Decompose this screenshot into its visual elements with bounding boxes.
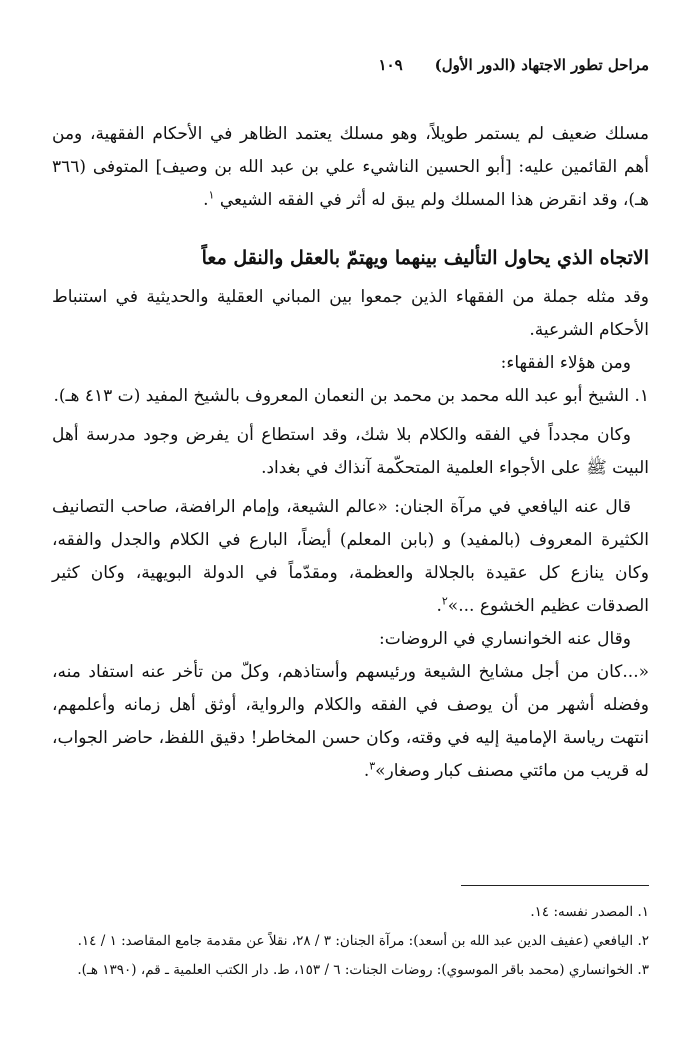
paragraph-7: وقال عنه الخوانساري في الروضات:: [379, 629, 631, 649]
footnote-ref-1: ١: [208, 188, 215, 202]
paragraph-6: قال عنه اليافعي في مرآة الجنان: «عالم الشيعة، وإمام الرافضة، صاحب التصانيف الكثيرة المعروف (بالمفيد) و (بابن المعلم) أيضاً، البارع في الكلام والجدل والفقه، وكان ينازع كل عقيدة بالجلالة والعظمة، ومقدّماً في الدولة البويهية، وكان كثير الصدقات عظيم الخشوع ...»$^٢$.: [52, 497, 649, 616]
paragraph-1-text: مسلك ضعيف لم يستمر طويلاً، وهو مسلك يعتمد الظاهر في الأحكام الفقهية، ومن أهم القائمين عليه: [أبو الحسين الناشيء علي بن عبد الله بن وصيف] المتوفى (٣٦٦ هـ)، وقد انقرض هذا المسلك ولم يبق له أثر في الفقه الشيعي: [52, 124, 649, 210]
page-number: ١٠٩: [378, 56, 403, 74]
section-heading: الاتجاه الذي يحاول التأليف بينهما ويهتمّ بالعقل والنقل معاً: [201, 247, 649, 269]
footnote-1: ١. المصدر نفسه: ١٤.: [530, 904, 649, 920]
paragraph-5: وكان مجدداً في الفقه والكلام بلا شك، وقد استطاع أن يفرض وجود مدرسة أهل البيت ﷺ على الأجواء العلمية المتحكّمة آنذاك في بغداد.: [52, 425, 649, 478]
paragraph-8: «...كان من أجل مشايخ الشيعة ورئيسهم وأستاذهم، وكلّ من تأخر عنه استفاد منه، وفضله أشهر من أن يوصف في الفقه والكلام والرواية، أوثق أهل زمانه وأعلمهم، انتهت رياسة الإمامية إليه في وقته، وكان حسن المخاطر! دقيق اللفظ، حاضر الجواب، له قريب من مائتي مصنف كبار وصغار»$^٣$.: [52, 662, 649, 781]
paragraph-3: ومن هؤلاء الفقهاء:: [500, 353, 631, 373]
paragraph-6-text: قال عنه اليافعي في مرآة الجنان: «عالم الشيعة، وإمام الرافضة، صاحب التصانيف الكثيرة المعروف (بالمفيد) و (بابن المعلم) أيضاً، البارع في الكلام والجدل والفقه، وكان ينازع كل عقيدة بالجلالة والعظمة، ومقدّماً في الدولة البويهية، وكان كثير الصدقات عظيم الخشوع ...»: [52, 497, 649, 616]
paragraph-4: ١. الشيخ أبو عبد الله محمد بن محمد بن النعمان المعروف بالشيخ المفيد (ت ٤١٣ هـ).: [53, 386, 649, 406]
footnote-3: ٣. الخوانساري (محمد باقر الموسوي): روضات الجنات: ٦ / ١٥٣، ط. دار الكتب العلمية ـ قم، (١٣٩٠ هـ).: [77, 962, 649, 978]
paragraph-8-text: «...كان من أجل مشايخ الشيعة ورئيسهم وأستاذهم، وكلّ من تأخر عنه استفاد منه، وفضله أشهر من أن يوصف في الفقه والكلام والرواية، أوثق أهل زمانه وأعلمهم، انتهت رياسة الإمامية إليه في وقته، وكان حسن المخاطر! دقيق اللفظ، حاضر الجواب، له قريب من مائتي مصنف كبار وصغار»: [52, 662, 649, 781]
footnote-separator: [461, 885, 649, 886]
book-page: [52, 56, 649, 788]
header-title: مراحل تطور الاجتهاد (الدور الأول): [434, 56, 649, 74]
paragraph-1: مسلك ضعيف لم يستمر طويلاً، وهو مسلك يعتمد الظاهر في الأحكام الفقهية، ومن أهم القائمين عليه: [أبو الحسين الناشيء علي بن عبد الله بن وصيف] المتوفى (٣٦٦ هـ)، وقد انقرض هذا المسلك ولم يبق له أثر في الفقه الشيعي $^١$.: [52, 124, 649, 210]
footnote-2: ٢. اليافعي (عفيف الدين عبد الله بن أسعد): مرآة الجنان: ٣ / ٢٨، نقلاً عن مقدمة جامع المقاصد: ١ / ١٤.: [77, 933, 649, 949]
footnotes: [52, 898, 649, 985]
paragraph-2: وقد مثله جملة من الفقهاء الذين جمعوا بين المباني العقلية والحديثية في استنباط الأحكام الشرعية.: [52, 287, 649, 340]
footnote-ref-2: ٢: [441, 594, 448, 608]
footnote-ref-3: ٣: [369, 759, 376, 773]
running-header: [52, 56, 649, 82]
